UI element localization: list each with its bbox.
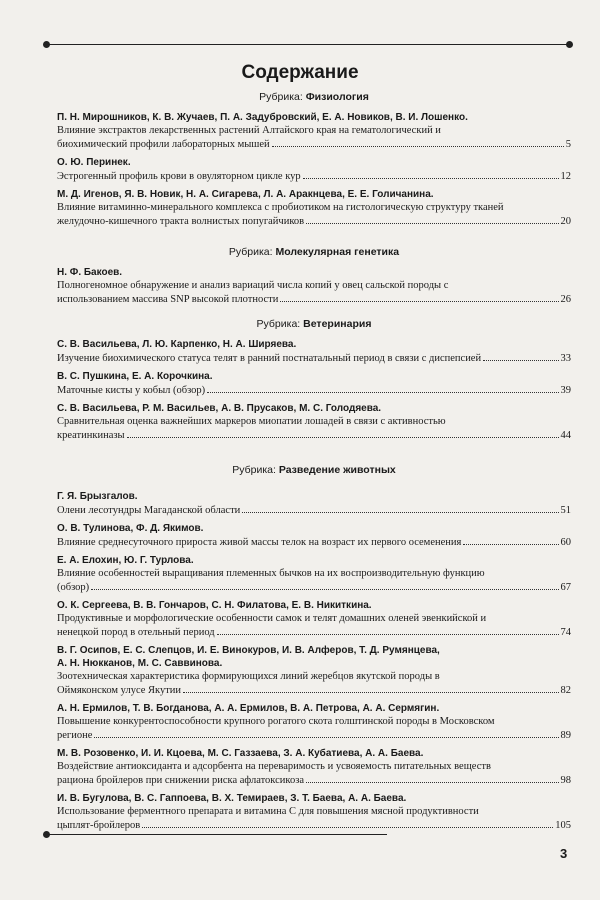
rubric-name: Разведение животных — [278, 464, 396, 476]
title-line: Влияние экстрактов лекарственных растений Алтайского края на гематологический и — [57, 125, 441, 136]
dot-leader — [217, 625, 559, 635]
toc-entry[interactable] — [57, 747, 571, 787]
page-number: 3 — [560, 846, 568, 861]
title-last-line — [57, 580, 571, 594]
title-line: Олени лесотундры Магаданской области — [57, 505, 241, 516]
entry-title — [57, 503, 571, 517]
entry-title — [57, 805, 571, 832]
title-last-line — [57, 428, 571, 442]
title-line: регионе — [57, 730, 93, 741]
toc-entry[interactable] — [57, 599, 571, 639]
toc-entry[interactable] — [57, 522, 571, 549]
toc-entry[interactable] — [57, 792, 571, 832]
entry-page-number: 12 — [560, 171, 571, 182]
title-line: использованием массива SNP высокой плотности — [57, 294, 279, 305]
title-line: Влияние особенностей выращивания племенных бычков на их воспроизводительную функцию — [57, 568, 485, 579]
entry-authors: О. К. Сергеева, В. В. Гончаров, С. Н. Филатова, Е. В. Никиткина. — [57, 600, 372, 611]
title-last-line — [57, 728, 571, 742]
rubric-prefix: Рубрика: — [256, 318, 304, 330]
title-line: Полногеномное обнаружение и анализ вариаций числа копий у овец сальской породы с — [57, 280, 449, 291]
entry-authors: Е. А. Елохин, Ю. Г. Турлова. — [57, 555, 194, 566]
entry-page-number: 39 — [560, 385, 571, 396]
entry-title — [57, 124, 571, 151]
entry-page-number: 105 — [555, 820, 571, 831]
title-line: Эстрогенный профиль крови в овуляторном цикле кур — [57, 171, 301, 182]
entry-authors: С. В. Васильева, Л. Ю. Карпенко, Н. А. Ширяева. — [57, 339, 297, 350]
title-line: креатинкиназы — [57, 430, 125, 441]
title-line: Маточные кисты у кобыл (обзор) — [57, 385, 206, 396]
title-last-line — [57, 169, 571, 183]
rubric-name: Ветеринария — [303, 318, 372, 330]
rubric-heading — [57, 91, 571, 104]
title-last-line — [57, 137, 571, 151]
top-rule — [47, 44, 569, 45]
entry-authors: М. В. Розовенко, И. И. Кцоева, М. С. Газзаева, З. А. Кубатиева, А. А. Баева. — [57, 748, 424, 759]
toc-entry[interactable] — [57, 702, 571, 742]
table-of-contents — [57, 91, 571, 832]
rubric-prefix: Рубрика: — [228, 246, 276, 258]
rubric-name: Молекулярная генетика — [275, 246, 400, 258]
entry-title — [57, 567, 571, 594]
entry-title — [57, 201, 571, 228]
title-line: Воздействие антиоксиданта и адсорбента на переваримость и усвояемость питательных веществ — [57, 761, 491, 772]
title-line: биохимический профили лабораторных мышей — [57, 139, 270, 150]
title-last-line — [57, 351, 571, 365]
title-last-line — [57, 383, 571, 397]
title-last-line — [57, 535, 571, 549]
toc-entry[interactable] — [57, 402, 571, 442]
top-left-dot — [43, 41, 50, 48]
entry-title — [57, 535, 571, 549]
rubric-heading — [57, 318, 571, 331]
entry-title — [57, 415, 571, 442]
entry-page-number: 26 — [560, 294, 571, 305]
title-line: Продуктивные и морфологические особенности самок и телят домашних оленей эвенкийской и — [57, 613, 487, 624]
toc-entry[interactable] — [57, 370, 571, 397]
title-last-line — [57, 503, 571, 517]
dot-leader — [272, 137, 564, 147]
toc-entry[interactable] — [57, 338, 571, 365]
entry-authors: Г. Я. Брызгалов. — [57, 491, 138, 502]
entry-authors: П. Н. Мирошников, К. В. Жучаев, П. А. Задубровский, Е. А. Новиков, В. И. Лошенко. — [57, 112, 468, 123]
title-line: Влияние витаминно-минерального комплекса с пробиотиком на гистологическую структуру тканей — [57, 202, 504, 213]
toc-entry[interactable] — [57, 644, 571, 697]
entry-title — [57, 670, 571, 697]
dot-leader — [91, 580, 558, 590]
bottom-rule — [47, 834, 387, 835]
title-line: Изучение биохимического статуса телят в ранний постнатальный период в связи с диспепсией — [57, 353, 482, 364]
title-line: цыплят-бройлеров — [57, 820, 141, 831]
top-right-dot — [566, 41, 573, 48]
dot-leader — [142, 818, 553, 828]
entry-page-number: 98 — [560, 775, 571, 786]
entry-page-number: 33 — [560, 353, 571, 364]
entry-title — [57, 169, 571, 183]
entry-title — [57, 715, 571, 742]
dot-leader — [463, 535, 558, 545]
dot-leader — [183, 683, 558, 693]
title-last-line — [57, 214, 571, 228]
title-line: Повышение конкурентоспособности крупного рогатого скота голштинской породы в Московском — [57, 716, 495, 727]
entry-authors: О. В. Тулинова, Ф. Д. Якимов. — [57, 523, 204, 534]
title-last-line — [57, 292, 571, 306]
entry-authors: С. В. Васильева, Р. М. Васильев, А. В. Прусаков, М. С. Голодяева. — [57, 403, 382, 414]
rubric-prefix: Рубрика: — [259, 91, 306, 103]
dot-leader — [242, 503, 558, 513]
toc-entry[interactable] — [57, 188, 571, 228]
toc-entry[interactable] — [57, 554, 571, 594]
title-last-line — [57, 683, 571, 697]
dot-leader — [306, 773, 558, 783]
title-line: рациона бройлеров при снижении риска афлатоксикоза — [57, 775, 305, 786]
entry-page-number: 20 — [560, 216, 571, 227]
toc-entry[interactable] — [57, 490, 571, 517]
entry-authors: Н. Ф. Бакоев. — [57, 267, 123, 278]
title-last-line — [57, 625, 571, 639]
dot-leader — [94, 728, 558, 738]
entry-title — [57, 279, 571, 306]
page-title: Содержание — [241, 62, 359, 83]
entry-title — [57, 383, 571, 397]
entry-page-number: 60 — [560, 537, 571, 548]
entry-page-number: 89 — [560, 730, 571, 741]
entry-authors: А. Н. Ермилов, Т. В. Богданова, А. А. Ермилов, В. А. Петрова, А. А. Сермягин. — [57, 703, 440, 714]
bottom-left-dot — [43, 831, 50, 838]
entry-page-number: 74 — [560, 627, 571, 638]
rubric-name: Физиология — [305, 91, 369, 103]
title-last-line — [57, 773, 571, 787]
title-line: желудочно-кишечного тракта волнистых попугайчиков — [57, 216, 305, 227]
title-last-line — [57, 818, 571, 832]
dot-leader — [127, 428, 559, 438]
dot-leader — [306, 214, 558, 224]
entry-title — [57, 351, 571, 365]
title-line: Зоотехническая характеристика формирующихся линий жеребцов якутской породы в — [57, 671, 440, 682]
toc-entry[interactable] — [57, 111, 571, 151]
entry-title — [57, 760, 571, 787]
entry-authors: В. Г. Осипов, Е. С. Слепцов, И. Е. Винокуров, И. В. Алферов, Т. Д. Румянцева, — [57, 645, 440, 656]
entry-page-number: 44 — [560, 430, 571, 441]
entry-authors: В. С. Пушкина, Е. А. Корочкина. — [57, 371, 213, 382]
dot-leader — [207, 383, 558, 393]
toc-entry[interactable] — [57, 266, 571, 306]
entry-page-number: 67 — [560, 582, 571, 593]
dot-leader — [303, 169, 559, 179]
title-line: Оймяконском улусе Якутии — [57, 685, 182, 696]
title-line: Использование ферментного препарата и витамина С для повышения мясной продуктивности — [57, 806, 479, 817]
entry-authors: А. Н. Нюкканов, М. С. Саввинова. — [57, 658, 223, 669]
entry-authors: И. В. Бугулова, В. С. Гаппоева, В. Х. Темираев, З. Т. Баева, А. А. Баева. — [57, 793, 407, 804]
entry-page-number: 51 — [560, 505, 571, 516]
rubric-prefix: Рубрика: — [232, 464, 279, 476]
entry-authors: М. Д. Игенов, Я. В. Новик, Н. А. Сигарева, Л. А. Аракнцева, Е. Е. Голичанина. — [57, 189, 434, 200]
title-line: Сравнительная оценка важнейших маркеров миопатии лошадей в связи с активностью — [57, 416, 446, 427]
entry-page-number: 82 — [560, 685, 571, 696]
rubric-heading — [57, 464, 571, 477]
rubric-heading — [57, 246, 571, 259]
title-line: ненецкой пород в отельный период — [57, 627, 215, 638]
dot-leader — [280, 292, 558, 302]
entry-authors: О. Ю. Перинек. — [57, 157, 131, 168]
title-line: Влияние среднесуточного прироста живой массы телок на возраст их первого осеменения — [57, 537, 462, 548]
dot-leader — [483, 351, 558, 361]
entry-page-number: 5 — [565, 139, 571, 150]
entry-title — [57, 612, 571, 639]
title-line: (обзор) — [57, 582, 90, 593]
toc-entry[interactable] — [57, 156, 571, 183]
